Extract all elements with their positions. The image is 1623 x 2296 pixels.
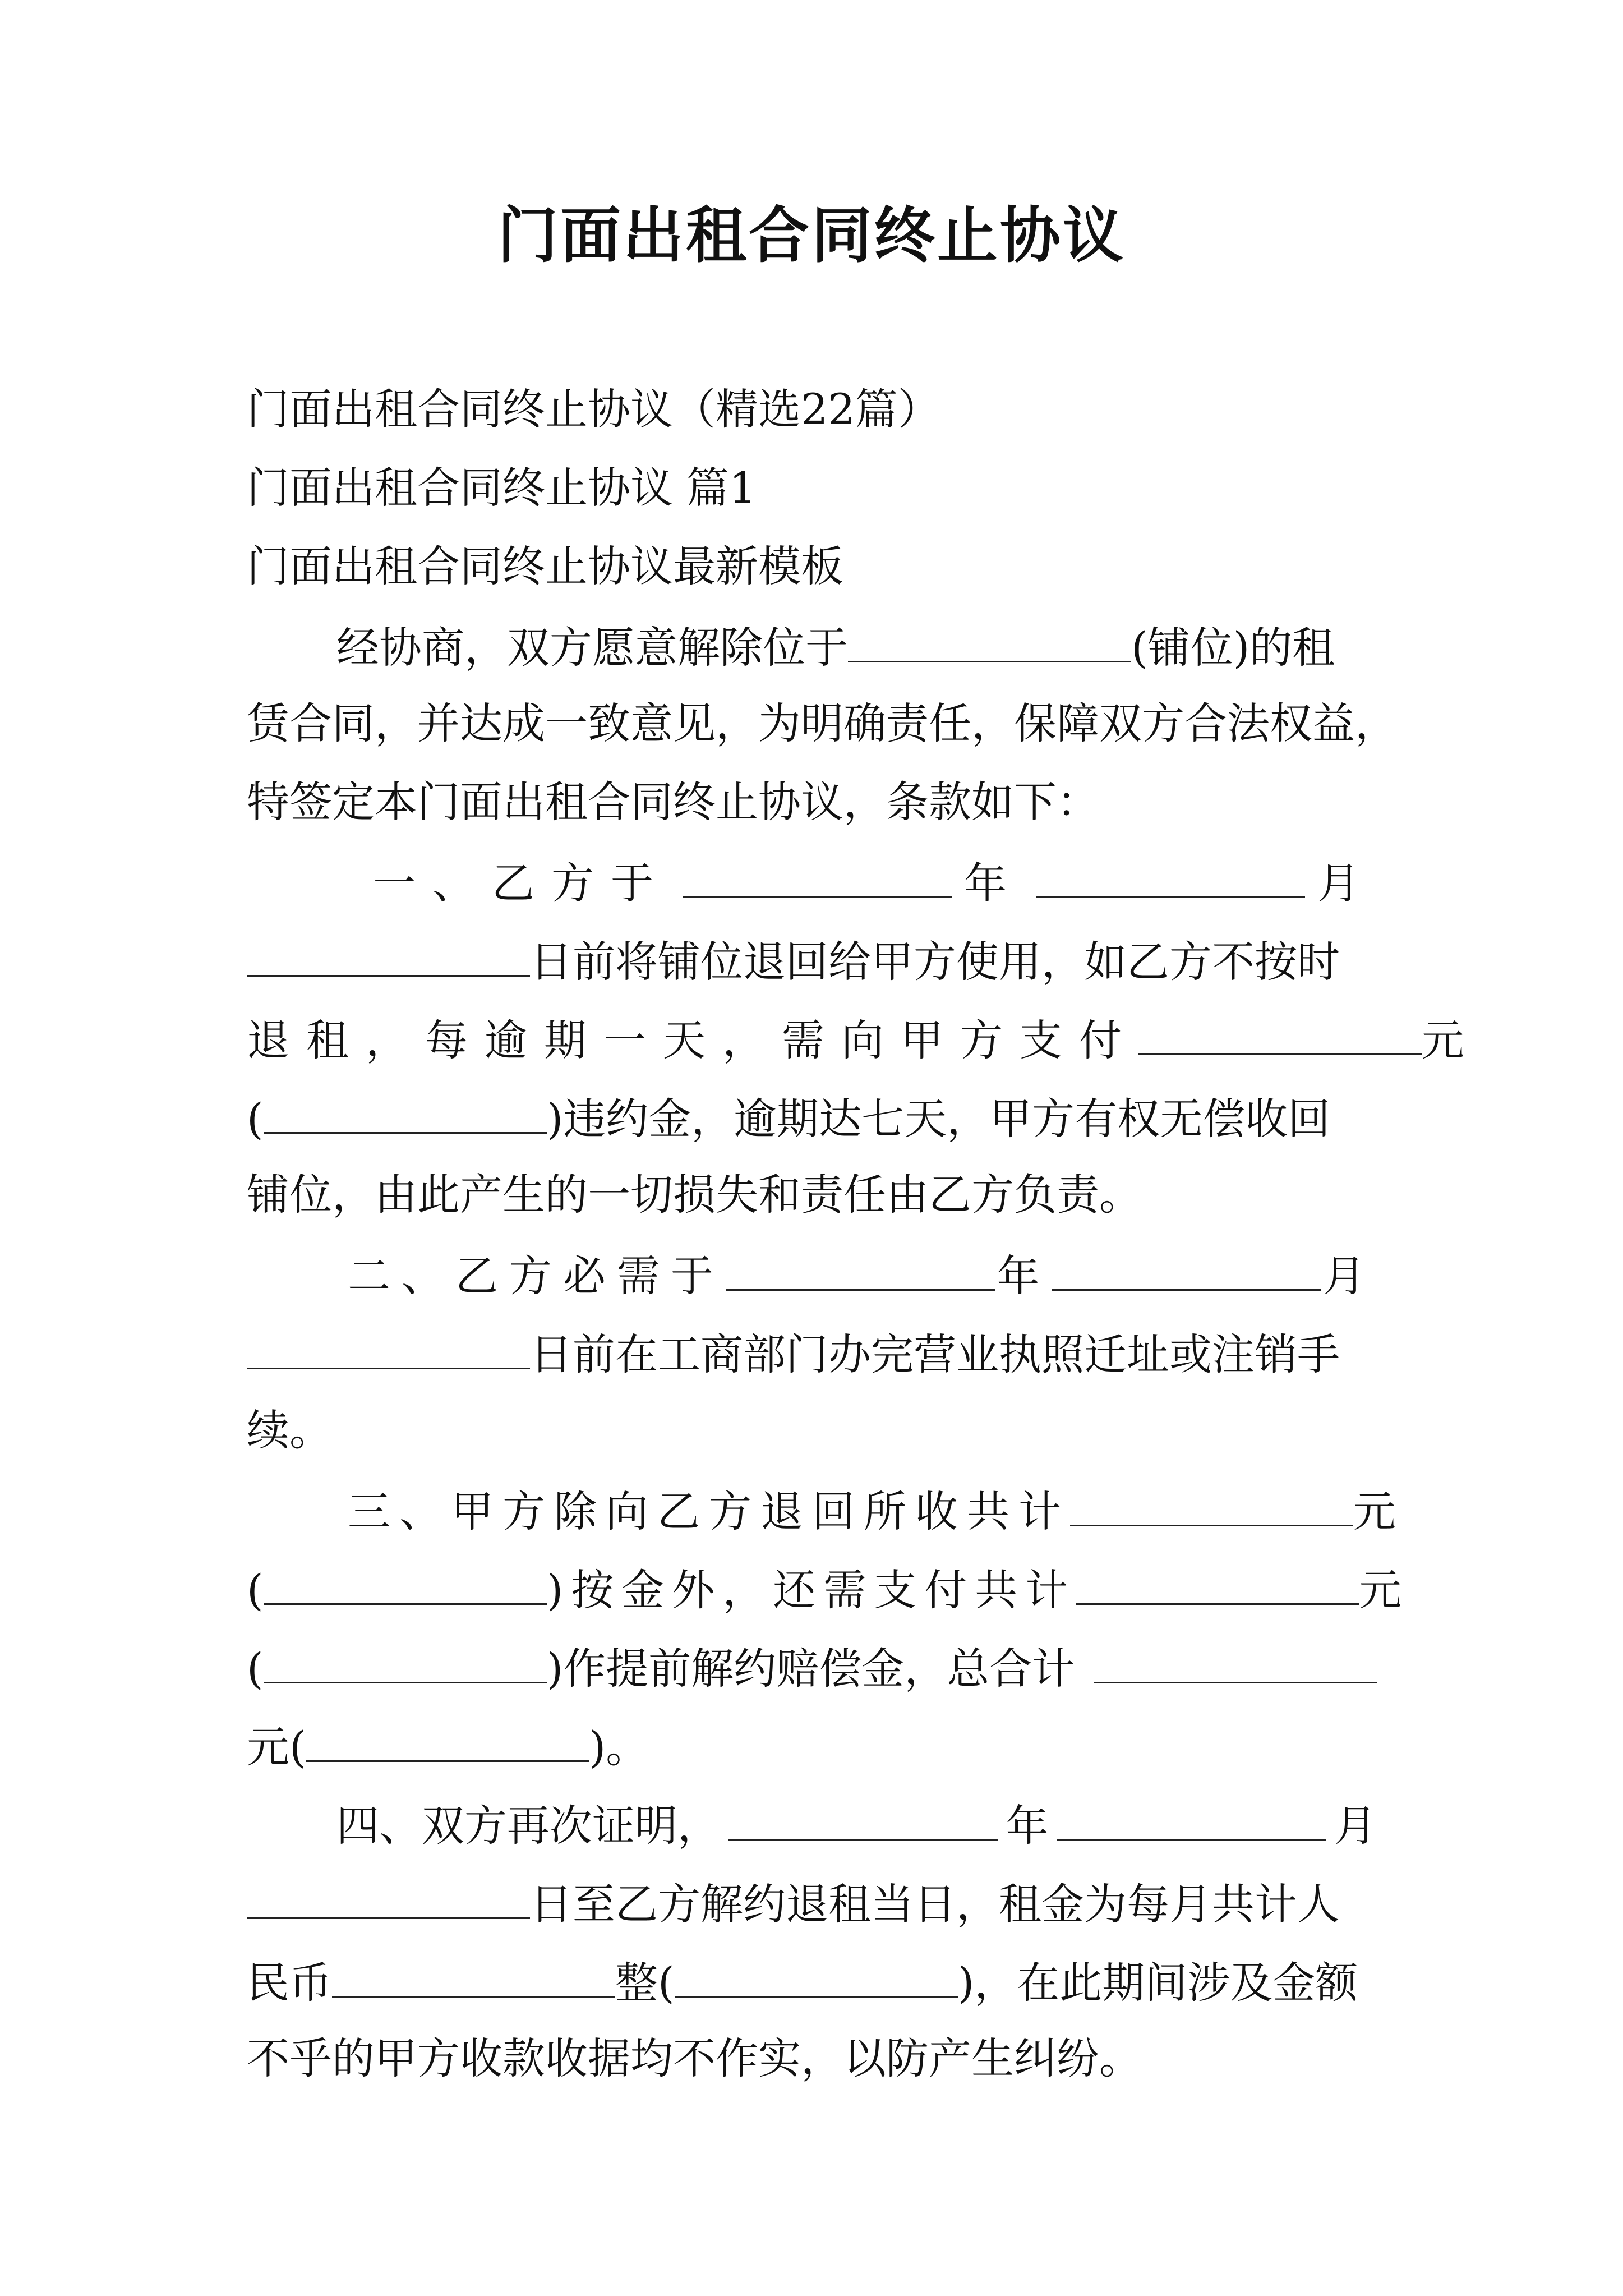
- clause1-penalty-amount-blank[interactable]: [1138, 1010, 1422, 1055]
- subtitle: 门面出租合同终止协议（精选22篇）: [247, 384, 940, 434]
- clause1-reclaim-text: )违约金，逾期达七天，甲方有权无偿收回: [546, 1094, 1331, 1144]
- clause3-refund-text: 三、甲方除向乙方退回所收共计: [348, 1487, 1070, 1536]
- clause2-month-blank[interactable]: [1052, 1245, 1321, 1291]
- month-label: 月: [1317, 858, 1377, 908]
- clause3-total-amount-blank[interactable]: [1094, 1638, 1377, 1683]
- clause4-line-4: 不乎的甲方收款收据均不作实，以防产生纠纷。: [247, 2033, 1142, 2083]
- clause4-line-3: [247, 1952, 1358, 2011]
- clause1-line-2: [247, 931, 1340, 990]
- clause4-line-1: [336, 1795, 1377, 1854]
- whole-paren-label: 整(: [615, 1958, 675, 2008]
- intro-text-b: (铺位)的租: [1131, 623, 1335, 673]
- clause2-line-1: [348, 1245, 1377, 1304]
- clause4-text: 四、双方再次证明，: [336, 1801, 720, 1851]
- clause1-day-blank[interactable]: [247, 931, 530, 977]
- intro-line-3: 特签定本门面出租合同终止协议，条款如下：: [247, 777, 1099, 827]
- clause1-line-3: [247, 1010, 1464, 1069]
- clause1-line-1: [373, 853, 1377, 912]
- year-label: 年: [964, 858, 1023, 908]
- clause2-text: 二、乙方必需于: [348, 1251, 725, 1301]
- paren-open: (: [247, 1644, 264, 1694]
- document-title: 门面出租合同终止协议: [497, 200, 1126, 271]
- yuan-label: 元: [1422, 1015, 1464, 1065]
- yuan-label: 元: [1359, 1565, 1402, 1615]
- clause1-penalty-words-blank[interactable]: [264, 1088, 547, 1134]
- paren-open: (: [247, 1565, 264, 1615]
- paren-close: )。: [589, 1722, 649, 1772]
- location-blank[interactable]: [848, 617, 1131, 662]
- intro-text-a: 经协商，双方愿意解除位于: [336, 623, 848, 673]
- template-heading: 门面出租合同终止协议最新模板: [247, 541, 843, 591]
- clause3-refund-words-blank[interactable]: [264, 1559, 547, 1605]
- clause2-line-2: [247, 1324, 1340, 1383]
- intro-line-1: [336, 617, 1377, 676]
- clause2-year-blank[interactable]: [726, 1245, 995, 1291]
- month-label: 月: [1323, 1251, 1377, 1301]
- year-label: 年: [1006, 1801, 1049, 1851]
- clause3-compensation-words-blank[interactable]: [264, 1638, 547, 1683]
- clause3-compensation-amount-blank[interactable]: [1076, 1559, 1359, 1605]
- clause1-text: 一、乙方于: [373, 858, 670, 908]
- paren-open: (: [247, 1094, 264, 1144]
- clause4-day-blank[interactable]: [247, 1874, 530, 1919]
- part-heading: 门面出租合同终止协议 篇1: [247, 463, 757, 513]
- yuan-label: 元: [1353, 1487, 1396, 1536]
- clause3-refund-amount-blank[interactable]: [1070, 1481, 1353, 1526]
- clause4-rent-words-blank[interactable]: [675, 1952, 958, 1998]
- clause1-penalty-text: 退租，每逾期一天，需向甲方支付: [247, 1015, 1138, 1065]
- clause3-line-4: [247, 1717, 648, 1775]
- rmb-label: 民币: [247, 1958, 332, 2008]
- clause1-month-blank[interactable]: [1036, 853, 1305, 898]
- clause3-total-text: )作提前解约赔偿金，总合计: [546, 1644, 1075, 1694]
- clause1-line-4: [247, 1088, 1330, 1147]
- clause2-day-blank[interactable]: [247, 1324, 530, 1369]
- clause2-line-3: 续。: [247, 1405, 332, 1455]
- year-label: 年: [997, 1251, 1051, 1301]
- month-label: 月: [1334, 1801, 1377, 1851]
- clause3-line-3: [247, 1638, 1377, 1697]
- clause3-total-words-blank[interactable]: [306, 1717, 589, 1762]
- clause3-line-1: [348, 1481, 1396, 1540]
- intro-line-2: 赁合同，并达成一致意见，为明确责任，保障双方合法权益，: [247, 698, 1398, 748]
- clause1-year-blank[interactable]: [683, 853, 952, 898]
- clause2-license-text: 日前在工商部门办完营业执照迁址或注销手: [530, 1329, 1340, 1379]
- clause4-line-2: [247, 1874, 1340, 1932]
- clause4-year-blank[interactable]: [728, 1795, 998, 1841]
- clause3-line-2: [247, 1559, 1402, 1618]
- clause4-month-blank[interactable]: [1057, 1795, 1326, 1841]
- clause4-rent-text: 日至乙方解约退租当日，租金为每月共计人: [530, 1879, 1340, 1929]
- clause1-return-text: 日前将铺位退回给甲方使用，如乙方不按时: [530, 937, 1340, 987]
- clause3-deposit-text: )按金外，还需支付共计: [546, 1565, 1076, 1615]
- clause1-line-5: 铺位，由此产生的一切损失和责任由乙方负责。: [247, 1170, 1142, 1220]
- yuan-paren-open: 元(: [247, 1722, 306, 1772]
- clause4-rent-amount-blank[interactable]: [332, 1952, 615, 1998]
- clause4-amount-text: )，在此期间涉及金额: [957, 1958, 1358, 2008]
